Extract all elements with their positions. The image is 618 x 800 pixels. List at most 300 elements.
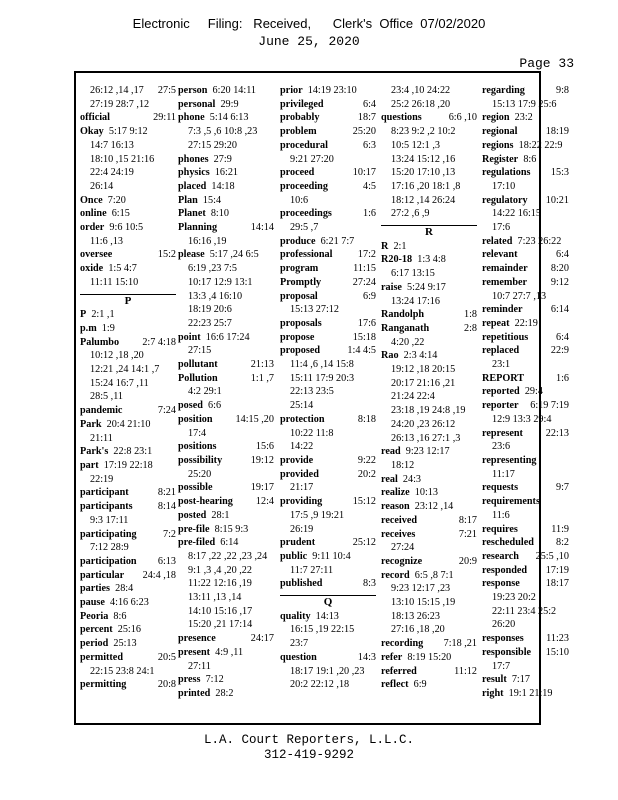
index-word: reminder — [482, 304, 523, 316]
index-entry — [381, 528, 477, 542]
index-entry — [178, 180, 274, 194]
index-entry — [482, 427, 569, 441]
index-entry — [178, 523, 274, 537]
page-line-refs: 15:3 — [550, 167, 569, 179]
index-entry — [80, 596, 176, 610]
page-line-refs: 26:19 — [290, 523, 314, 535]
page-line-refs: 12:21 ,24 14:1 ,7 — [90, 364, 160, 376]
page-line-refs: 25:5 ,10 — [535, 550, 569, 562]
index-column-1 — [80, 84, 176, 692]
index-continuation — [381, 623, 477, 637]
page-line-refs: 27:15 — [188, 345, 212, 357]
index-entry — [280, 166, 376, 180]
index-continuation — [482, 358, 569, 372]
index-continuation — [482, 660, 569, 674]
index-word: requests — [482, 482, 519, 494]
page-line-refs: 9:23 12:17 — [405, 446, 450, 458]
index-word: pre-file — [178, 523, 210, 535]
page-line-refs: 11:6 — [492, 509, 510, 521]
index-word: responded — [482, 564, 528, 576]
page-line-refs: 25:16 — [117, 624, 141, 636]
index-entry — [381, 322, 477, 336]
index-entry — [280, 290, 376, 304]
index-entry — [178, 632, 274, 646]
reporter-phone: 312-419-9292 — [263, 748, 354, 762]
index-word: reason — [381, 501, 410, 513]
page-line-refs: 17:5 ,9 19:21 — [290, 509, 345, 521]
page-line-refs: 8:2 — [555, 537, 569, 549]
page-line-refs: 1:6 — [555, 372, 569, 384]
index-word: press — [178, 674, 201, 686]
index-entry — [80, 486, 176, 500]
index-continuation — [381, 139, 477, 153]
index-word: oxide — [80, 263, 104, 275]
index-word: Randolph — [381, 309, 425, 321]
index-continuation — [280, 665, 376, 679]
index-entry — [280, 139, 376, 153]
page-line-refs: 8:6 — [523, 153, 537, 165]
index-word: regions — [482, 139, 514, 151]
page-line-refs: 18:12 ,14 26:24 — [391, 194, 456, 206]
page-line-refs: 13:3 ,4 16:10 — [188, 290, 243, 302]
index-continuation — [280, 399, 376, 413]
index-continuation — [280, 509, 376, 523]
index-word: providing — [280, 496, 323, 508]
index-entry — [178, 153, 274, 167]
page-line-refs: 16:21 — [214, 167, 239, 179]
index-entry — [80, 555, 176, 569]
page-line-refs: 25:20 — [352, 126, 376, 138]
index-entry — [178, 248, 274, 262]
index-entry — [381, 678, 477, 692]
index-continuation — [280, 427, 376, 441]
index-continuation — [381, 541, 477, 555]
index-continuation — [178, 577, 274, 591]
page-line-refs: 23:12 ,14 — [414, 501, 454, 513]
page-line-refs: 19:1 21:19 — [508, 687, 553, 699]
index-word: provided — [280, 468, 319, 480]
page-line-refs: 7:2 — [162, 528, 176, 540]
index-continuation — [178, 317, 274, 331]
index-entry — [178, 509, 274, 523]
page-line-refs: 12:4 — [255, 496, 274, 508]
page-line-refs: 9:3 17:11 — [90, 514, 129, 526]
index-continuation — [80, 349, 176, 363]
page-line-refs: 19:12 ,18 20:15 — [391, 364, 456, 376]
page-line-refs: 27:19 28:7 ,12 — [90, 98, 150, 110]
page-line-refs: 15:13 17:9 25:6 — [492, 98, 557, 110]
index-entry — [178, 454, 274, 468]
page-line-refs: 6:13 — [157, 555, 176, 567]
page-line-refs: 6:3 — [362, 139, 376, 151]
index-entry — [280, 248, 376, 262]
page-line-refs: 20:2 22:12 ,18 — [290, 679, 350, 691]
index-word: P — [80, 309, 87, 321]
index-continuation — [280, 440, 376, 454]
page-line-refs: 15:12 — [352, 496, 376, 508]
index-entry — [280, 317, 376, 331]
page-line-refs: 8:17 — [458, 514, 477, 526]
index-continuation — [80, 235, 176, 249]
index-word: person — [178, 85, 208, 96]
index-word: percent — [80, 624, 113, 636]
page-line-refs: 10:12 ,18 ,20 — [90, 350, 144, 362]
index-entry — [178, 413, 274, 427]
index-word: procedural — [280, 139, 328, 151]
index-word: placed — [178, 180, 207, 192]
index-entry — [381, 651, 477, 665]
page-line-refs: 18:12 — [391, 459, 415, 471]
index-entry — [482, 550, 569, 564]
page-line-refs: 17:4 — [188, 427, 207, 439]
index-continuation — [280, 303, 376, 317]
index-continuation — [381, 166, 477, 180]
index-continuation — [482, 180, 569, 194]
index-word: Park — [80, 418, 102, 430]
index-word: regulatory — [482, 194, 528, 206]
index-word: related — [482, 235, 513, 247]
index-entry — [80, 248, 176, 262]
index-continuation — [381, 153, 477, 167]
page-line-refs: 1:9 — [101, 322, 115, 334]
index-word: pollutant — [178, 359, 218, 371]
index-word: question — [280, 651, 317, 663]
index-continuation — [178, 303, 274, 317]
index-entry — [381, 253, 477, 267]
page-line-refs: 9:22 — [357, 454, 376, 466]
page-line-refs: 2:3 4:14 — [403, 350, 438, 362]
index-continuation — [381, 610, 477, 624]
index-word: proposal — [280, 290, 318, 302]
index-continuation — [280, 678, 376, 692]
index-entry — [280, 413, 376, 427]
page-line-refs: 8:21 — [157, 487, 176, 499]
page-line-refs: 17:6 — [492, 222, 511, 234]
page-line-refs: 8:20 — [550, 263, 569, 275]
page-line-refs: 22:11 23:4 25:2 — [492, 605, 557, 617]
page-line-refs: 29:9 — [220, 98, 239, 110]
page-line-refs: 6:5 ,8 7:1 — [414, 569, 454, 581]
index-word: posed — [178, 400, 203, 412]
page-line-refs: 27:24 — [352, 276, 376, 288]
index-word: REPORT — [482, 372, 525, 384]
index-word: Promptly — [280, 276, 322, 288]
index-continuation — [381, 336, 477, 350]
index-continuation — [80, 541, 176, 555]
page-line-refs: 22:13 — [545, 427, 569, 439]
header-date: June 25, 2020 — [258, 34, 360, 49]
page-line-refs: 8:17 ,22 ,22 ,23 ,24 — [188, 550, 268, 562]
page-line-refs: 27:16 ,18 ,20 — [391, 624, 445, 636]
page-line-refs: 15:11 17:9 20:3 — [290, 372, 355, 384]
page-line-refs: 24:4 ,18 — [142, 569, 176, 581]
page-line-refs: 14:10 15:16 ,17 — [188, 605, 253, 617]
index-word: permitting — [80, 679, 127, 691]
index-word: participating — [80, 528, 137, 540]
page-line-refs: 17:7 — [492, 660, 511, 672]
page-line-refs: 21:17 — [290, 482, 314, 494]
index-entry — [482, 372, 569, 386]
index-continuation — [381, 418, 477, 432]
page-line-refs: 25:13 — [113, 638, 137, 650]
index-word: particular — [80, 569, 125, 581]
index-entry — [80, 111, 176, 125]
index-entry — [482, 111, 569, 125]
page-line-refs: 7:18 ,21 — [443, 638, 477, 650]
page-line-refs: 5:24 9:17 — [407, 281, 446, 293]
page-line-refs: 1:4 4:5 — [347, 345, 376, 357]
index-entry — [80, 262, 176, 276]
page-line-refs: 18:7 — [357, 112, 376, 124]
index-word: region — [482, 112, 510, 124]
page-line-refs: 7:24 — [157, 405, 176, 417]
page-line-refs: 12:9 13:3 29:4 — [492, 413, 552, 425]
index-continuation — [178, 262, 274, 276]
index-word: referred — [381, 665, 417, 677]
index-word: pause — [80, 597, 105, 609]
page-line-refs: 8:23 9:2 ,2 10:2 — [391, 126, 456, 138]
reporter-name: L.A. Court Reporters, L.L.C. — [203, 733, 415, 747]
index-entry — [482, 564, 569, 578]
page-line-refs: 25:2 26:18 ,20 — [391, 98, 451, 110]
index-word: point — [178, 331, 201, 343]
index-word: provide — [280, 454, 314, 466]
index-word: response — [482, 578, 520, 590]
index-entry — [80, 207, 176, 221]
page-line-refs: 19:12 — [250, 454, 274, 466]
page-line-refs: 20:5 — [157, 651, 176, 663]
index-word: Once — [80, 194, 103, 206]
index-word: please — [178, 249, 205, 261]
page-line-refs: 24:3 — [402, 473, 422, 485]
index-entry — [280, 468, 376, 482]
page-line-refs: 11:7 27:11 — [290, 564, 334, 576]
page-line-refs: 8:19 15:20 — [407, 651, 452, 663]
index-continuation — [80, 166, 176, 180]
index-entry — [482, 331, 569, 345]
index-entry — [381, 240, 477, 254]
index-entry — [80, 459, 176, 473]
page-line-refs: 21:24 22:4 — [391, 391, 435, 403]
page-line-refs: 11:11 15:10 — [90, 276, 139, 288]
index-word: repetitious — [482, 331, 529, 343]
index-word: possibility — [178, 454, 223, 466]
index-continuation — [381, 194, 477, 208]
page-line-refs: 7:12 — [205, 674, 224, 686]
page-line-refs: 4:9 ,11 — [215, 646, 244, 658]
page-line-refs: 23:1 — [492, 359, 511, 371]
index-word: remember — [482, 276, 528, 288]
page-line-refs: 27:15 29:20 — [188, 139, 237, 151]
page-line-refs: 22:23 25:7 — [188, 317, 232, 329]
page-line-refs: 20:2 — [357, 468, 376, 480]
index-word: recognize — [381, 555, 423, 567]
index-entry — [80, 322, 176, 336]
index-entry — [80, 610, 176, 624]
index-entry — [280, 84, 376, 98]
section-letter: R — [381, 225, 477, 240]
index-entry — [80, 678, 176, 692]
page-line-refs: 2:1 ,1 — [91, 309, 115, 321]
index-entry — [381, 665, 477, 679]
index-word: pandemic — [80, 405, 123, 417]
index-word: proposed — [280, 345, 321, 357]
index-entry — [381, 308, 477, 322]
section-letter: Q — [280, 595, 376, 610]
index-entry — [80, 637, 176, 651]
page-line-refs: 9:7 — [555, 482, 569, 494]
index-entry — [381, 637, 477, 651]
index-column-2 — [178, 84, 274, 701]
index-continuation — [80, 432, 176, 446]
index-entry — [482, 399, 569, 413]
page-line-refs: 6:19 7:19 — [530, 400, 569, 412]
index-entry — [381, 281, 477, 295]
page-line-refs: 1:6 — [362, 208, 376, 220]
index-word: rescheduled — [482, 537, 534, 549]
page-line-refs: 6:21 7:7 — [320, 235, 355, 247]
page-line-refs: 22:13 23:5 — [290, 386, 334, 398]
index-entry — [280, 577, 376, 591]
page-line-refs: 23:4 ,10 24:22 — [391, 85, 451, 96]
index-entry — [280, 610, 376, 624]
index-word: result — [482, 674, 507, 686]
index-word: record — [381, 569, 410, 581]
page-line-refs: 14:19 23:10 — [307, 85, 357, 96]
index-entry — [280, 344, 376, 358]
page-line-refs: 18:19 20:6 — [188, 304, 232, 316]
page-line-refs: 17:19 22:18 — [103, 459, 153, 471]
index-continuation — [381, 267, 477, 281]
page-line-refs: 17:2 — [357, 249, 376, 261]
index-word: proceedings — [280, 208, 332, 220]
index-entry — [178, 372, 274, 386]
page-line-refs: 18:19 — [545, 126, 569, 138]
index-entry — [280, 276, 376, 290]
page-line-refs: 20:4 21:10 — [106, 418, 151, 430]
index-word: parties — [80, 583, 110, 595]
index-continuation — [381, 125, 477, 139]
page-line-refs: 7:3 ,5 ,6 10:8 ,23 — [188, 126, 258, 138]
index-word: probably — [280, 112, 320, 124]
page-line-refs: 9:6 10:5 — [109, 222, 144, 234]
index-continuation — [482, 618, 569, 632]
index-continuation — [178, 290, 274, 304]
index-word: requirements — [482, 496, 540, 508]
page-line-refs: 6:17 13:15 — [391, 268, 435, 280]
index-entry — [178, 495, 274, 509]
index-word: Rao — [381, 350, 399, 362]
index-word: replaced — [482, 345, 520, 357]
index-entry — [482, 84, 569, 98]
index-word: relevant — [482, 249, 518, 261]
index-word: responsible — [482, 646, 532, 658]
index-word: pre-filed — [178, 537, 216, 549]
page-line-refs: 23:6 — [492, 441, 511, 453]
index-word: received — [381, 514, 418, 526]
index-word: protection — [280, 413, 325, 425]
page-line-refs: 21:13 — [250, 359, 274, 371]
page-line-refs: 17:16 ,20 18:1 ,8 — [391, 180, 461, 192]
page-line-refs: 11:23 — [546, 633, 569, 645]
index-continuation — [381, 84, 477, 98]
index-word: reflect — [381, 679, 409, 691]
page-line-refs: 21:11 — [90, 432, 113, 444]
index-entry — [482, 523, 569, 537]
page-line-refs: 24:17 — [250, 633, 274, 645]
page-line-refs: 2:8 — [463, 322, 477, 334]
index-entry — [178, 673, 274, 687]
page-line-refs: 28:1 — [211, 509, 230, 521]
index-word: published — [280, 578, 323, 590]
page-line-refs: 15:24 16:7 ,11 — [90, 377, 149, 389]
page-line-refs: 6:9 — [413, 679, 427, 691]
index-word: remainder — [482, 263, 528, 275]
index-word: participation — [80, 555, 137, 567]
page-line-refs: 14:7 16:13 — [90, 139, 134, 151]
page-line-refs: 14:3 — [357, 651, 376, 663]
index-continuation — [80, 665, 176, 679]
index-continuation — [178, 427, 274, 441]
index-continuation — [280, 523, 376, 537]
page-line-refs: 9:12 — [550, 276, 569, 288]
index-word: Ranganath — [381, 322, 430, 334]
page-line-refs: 15:10 — [545, 646, 569, 658]
index-entry — [178, 646, 274, 660]
page-line-refs: 27:24 — [391, 542, 415, 554]
index-word: regional — [482, 126, 518, 138]
page-line-refs: 6:20 14:11 — [212, 85, 257, 96]
index-entry — [280, 98, 376, 112]
index-word: receives — [381, 528, 416, 540]
page-line-refs: 26:14 — [90, 180, 114, 192]
index-word: regulations — [482, 167, 531, 179]
index-column-4 — [381, 84, 477, 692]
page-line-refs: 22:19 — [514, 317, 538, 329]
index-continuation — [381, 390, 477, 404]
index-word: representing — [482, 454, 537, 466]
index-word: quality — [280, 610, 311, 622]
page-line-refs: 15:20 17:10 ,13 — [391, 167, 456, 179]
page-line-refs: 6:19 ,23 7:5 — [188, 263, 237, 275]
index-continuation — [80, 377, 176, 391]
page-line-refs: 8:6 — [113, 610, 127, 622]
page-line-refs: 7:20 — [107, 194, 126, 206]
index-word: Planet — [178, 208, 206, 220]
index-word: right — [482, 687, 504, 699]
index-entry — [482, 577, 569, 591]
page-line-refs: 18:17 19:1 ,20 ,23 — [290, 665, 365, 677]
index-column-3 — [280, 84, 376, 692]
index-continuation — [381, 180, 477, 194]
index-word: realize — [381, 487, 410, 499]
index-entry — [80, 404, 176, 418]
index-word: printed — [178, 687, 211, 699]
index-entry — [482, 166, 569, 180]
page-line-refs: 14:22 — [290, 441, 314, 453]
index-word: R — [381, 240, 389, 252]
page-line-refs: 18:22 22:9 — [518, 139, 563, 151]
index-word: questions — [381, 112, 422, 124]
index-entry — [482, 153, 569, 167]
index-word: oversee — [80, 249, 113, 261]
index-continuation — [80, 98, 176, 112]
index-entry — [381, 445, 477, 459]
page-line-refs: 14:15 ,20 — [235, 413, 274, 425]
page-line-refs: 28:4 — [115, 583, 134, 595]
index-word: online — [80, 208, 107, 220]
index-entry — [80, 194, 176, 208]
